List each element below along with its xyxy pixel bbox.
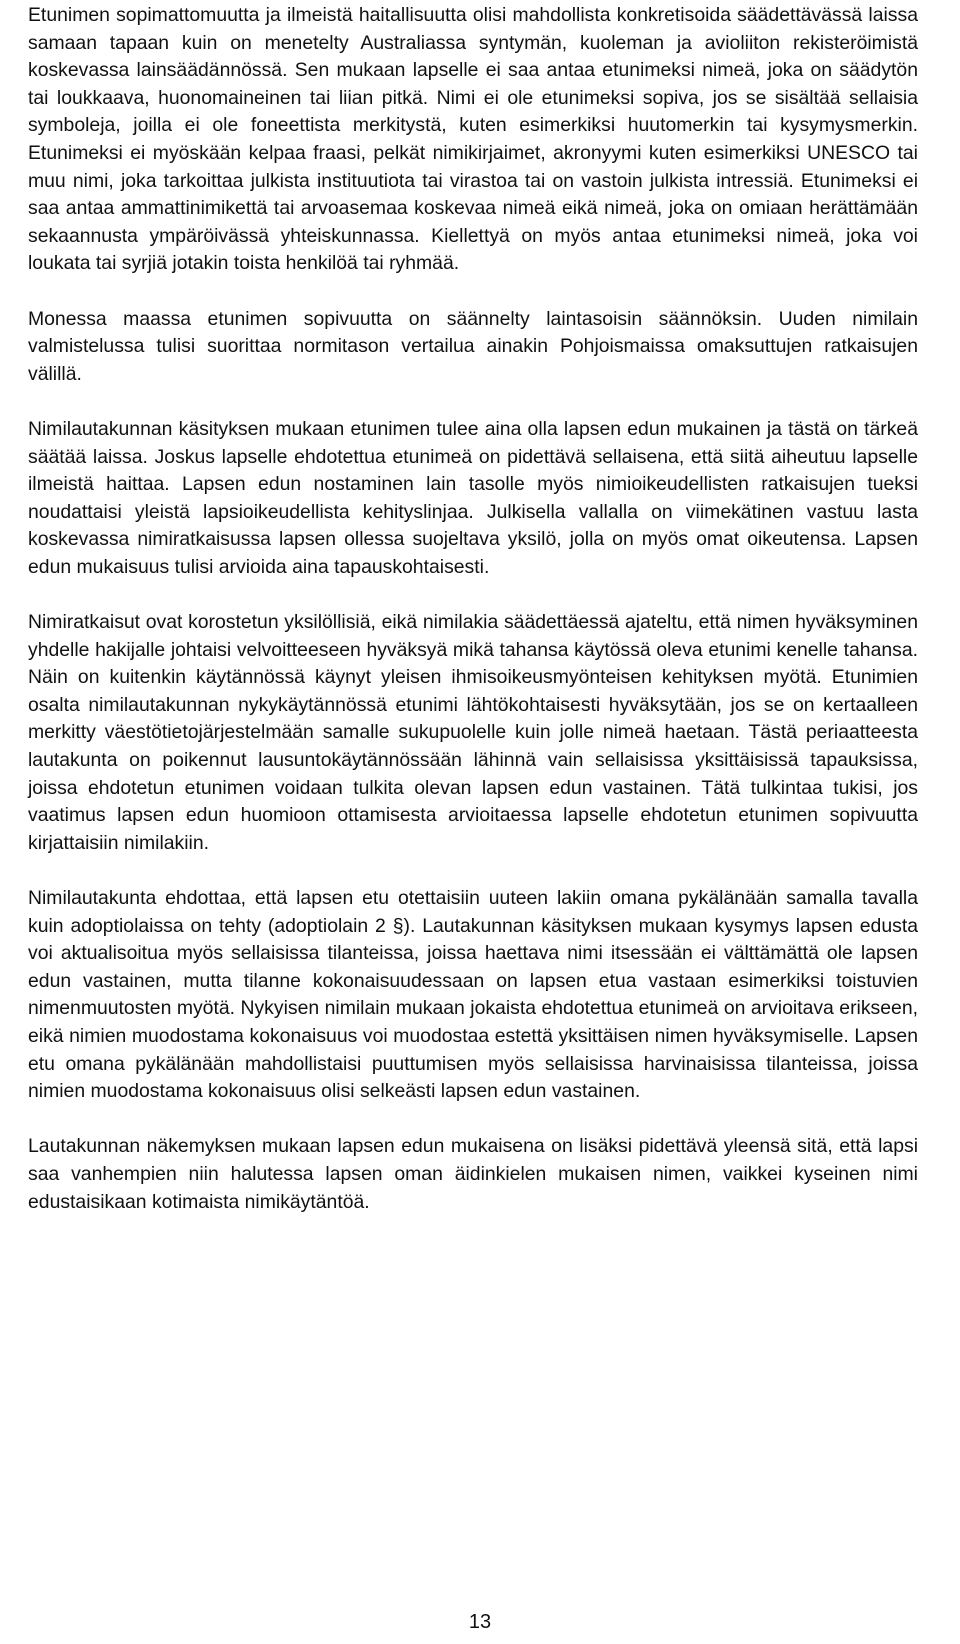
- page-number: 13: [468, 1611, 492, 1633]
- paragraph: Monessa maassa etunimen sopivuutta on säännelty laintasoisin säännöksin. Uuden nimilain valmistelussa tulisi suorittaa normitason vertailua ainakin Pohjoismaissa omaksuttujen ratkaisujen välillä.: [28, 307, 918, 385]
- document-body: [28, 2, 918, 1244]
- paragraph: Nimiratkaisut ovat korostetun yksilöllisiä, eikä nimilakia säädettäessä ajateltu, että nimen hyväksyminen yhdelle hakijalle johtaisi velvoitteeseen hyväksyä mikä tahansa käytössä oleva etunimi kenelle tahansa. Näin on kuitenkin käytännössä käynyt yleisen ihmisoikeusmyönteisen kehityksen myötä. Etunimien osalta nimilautakunnan nykykäytännössä etunimi lähtökohtaisesti hyväksytään, jos se on kertaalleen merkitty väestötietojärjestelmään samalle sukupuolelle kuin jolle nimeä haetaan. Tästä periaatteesta lautakunta on poikennut lausuntokäytännössään lähinnä vain sellaisissa yksittäisissä tapauksissa, joissa ehdotetun etunimen voidaan tulkita olevan lapsen edun vastainen. Tätä tulkintaa tukisi, jos vaatimus lapsen edun huomioon ottamisesta arvioitaessa lapselle ehdotetun etunimen sopivuutta kirjattaisiin nimilakiin.: [28, 611, 918, 854]
- paragraph: Lautakunnan näkemyksen mukaan lapsen edun mukaisena on lisäksi pidettävä yleensä sitä, että lapsi saa vanhempien niin halutessa lapsen oman äidinkielen mukaisen nimen, vaikkei kyseinen nimi edustaisikaan kotimaista nimikäytäntöä.: [28, 1135, 918, 1213]
- paragraph: Nimilautakunnan käsityksen mukaan etunimen tulee aina olla lapsen edun mukainen ja tästä on tärkeä säätää laissa. Joskus lapselle ehdotettua etunimeä on pidettävä sellaisena, että siitä aiheutuu lapselle ilmeistä haittaa. Lapsen edun nostaminen lain tasolle myös nimioikeudellisten ratkaisujen tueksi noudattaisi yleistä lapsioikeudellista kehityslinjaa. Julkisella vallalla on viimekätinen vastuu lasta koskevassa nimiratkaisussa lapsen ollessa suojeltava yksilö, jolla on myös omat oikeutensa. Lapsen edun mukaisuus tulisi arvioida aina tapauskohtaisesti.: [28, 417, 918, 578]
- paragraph: Nimilautakunta ehdottaa, että lapsen etu otettaisiin uuteen lakiin omana pykälänään samalla tavalla kuin adoptiolaissa on tehty (adoptiolain 2 §). Lautakunnan käsityksen mukaan kysymys lapsen edusta voi aktualisoitua myös sellaisissa tilanteissa, joissa haettava nimi itsessään ei välttämättä ole lapsen edun vastainen, mutta tilanne kokonaisuudessaan on lapsen etua vastaan esimerkiksi toistuvien nimenmuutosten myötä. Nykyisen nimilain mukaan jokaista ehdotettua etunimeä on arvioitava erikseen, eikä nimien muodostama kokonaisuus voi muodostaa estettä yksittäisen nimen hyväksymiselle. Lapsen etu omana pykälänään mahdollistaisi puuttumisen myös sellaisissa harvinaisissa tilanteissa, joissa nimien muodostama kokonaisuus olisi selkeästi lapsen edun vastainen.: [28, 887, 918, 1103]
- paragraph: Etunimen sopimattomuutta ja ilmeistä haitallisuutta olisi mahdollista konkretisoida säädettävässä laissa samaan tapaan kuin on menetelty Australiassa syntymän, kuoleman ja avioliiton rekisteröimistä koskevassa lainsäädännössä. Sen mukaan lapselle ei saa antaa etunimeksi nimeä, joka on säädytön tai loukkaava, huonomaineinen tai liian pitkä. Nimi ei ole etunimeksi sopiva, jos se sisältää sellaisia symboleja, joilla ei ole foneettista merkitystä, kuten esimerkiksi huutomerkin tai kysymysmerkin. Etunimeksi ei myöskään kelpaa fraasi, pelkät nimikirjaimet, akronyymi kuten esimerkiksi UNESCO tai muu nimi, joka tarkoittaa julkista instituutiota tai virastoa tai on vastoin julkista intressiä. Etunimeksi ei saa antaa ammattinimikettä tai arvoasemaa koskevaa nimeä eikä nimeä, joka on omiaan herättämään sekaannusta ympäröivässä yhteiskunnassa. Kiellettyä on myös antaa etunimeksi nimeä, joka voi loukata tai syrjiä jotakin toista henkilöä tai ryhmää.: [28, 4, 918, 275]
